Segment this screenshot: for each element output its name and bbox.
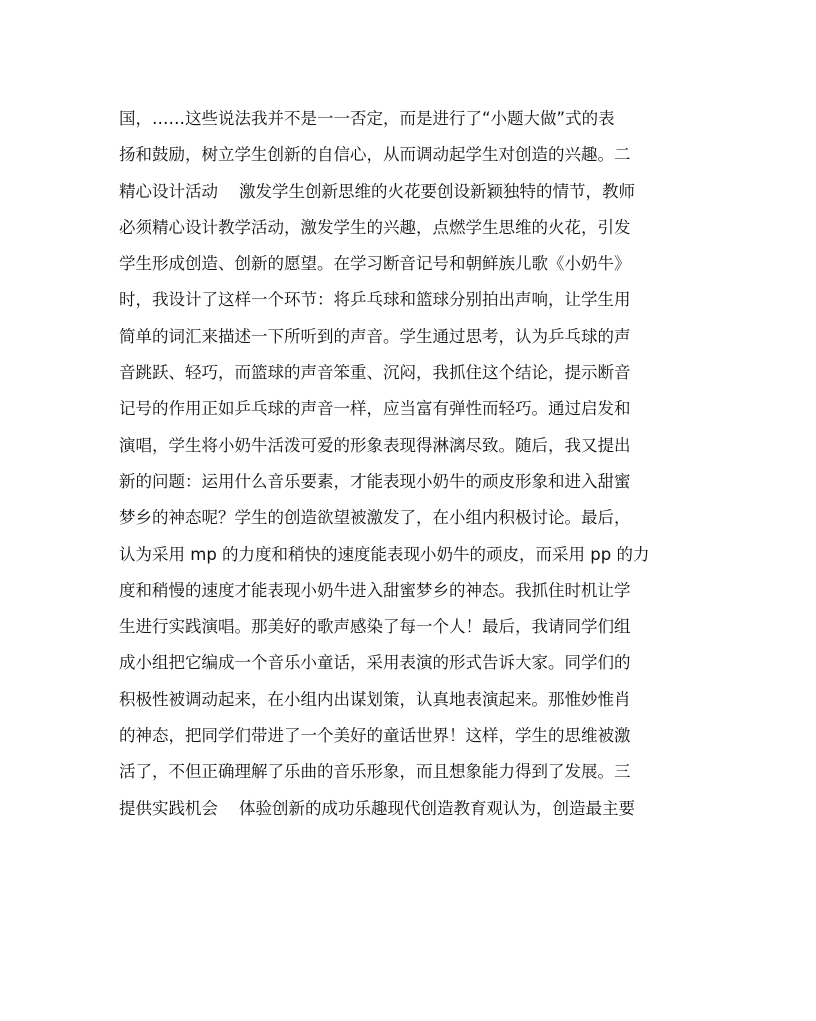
text-line: 活了，不但正确理解了乐曲的音乐形象，而且想象能力得到了发展。三 (119, 762, 631, 782)
text-line: 生进行实践演唱。那美好的歌声感染了每一个人！最后，我请同学们组 (119, 617, 631, 637)
text-line: 时，我设计了这样一个环节：将乒乓球和篮球分别拍出声响，让学生用 (119, 290, 631, 310)
text-line: 国，……这些说法我并不是一一否定，而是进行了“小题大做”式的表 (119, 109, 615, 128)
text-line: 记号的作用正如乒乓球的声音一样，应当富有弹性而轻巧。通过启发和 (119, 399, 631, 419)
text-line: 成小组把它编成一个音乐小童话，采用表演的形式告诉大家。同学们的 (119, 653, 631, 673)
text-line: 音跳跃、轻巧，而篮球的声音笨重、沉闷，我抓住这个结论，提示断音 (119, 363, 631, 383)
text-line: 认为采用 mp 的力度和稍快的速度能表现小奶牛的顽皮，而采用 pp 的力 (119, 544, 650, 564)
text-line: 简单的词汇来描述一下所听到的声音。学生通过思考，认为乒乓球的声 (119, 326, 631, 346)
text-line: 演唱，学生将小奶牛活泼可爱的形象表现得淋漓尽致。随后，我又提出 (119, 435, 631, 455)
text-line: 梦乡的神态呢？学生的创造欲望被激发了，在小组内积极讨论。最后， (119, 508, 631, 528)
text-line: 扬和鼓励，树立学生创新的自信心，从而调动起学生对创造的兴趣。二 (119, 145, 631, 165)
text-line: 精心设计活动 激发学生创新思维的火花要创设新颖独特的情节，教师 (119, 181, 635, 201)
text-line: 新的问题：运用什么音乐要素，才能表现小奶牛的顽皮形象和进入甜蜜 (119, 471, 631, 491)
body-text (119, 101, 699, 827)
text-line: 度和稍慢的速度才能表现小奶牛进入甜蜜梦乡的神态。我抓住时机让学 (119, 580, 631, 600)
text-line: 必须精心设计教学活动，激发学生的兴趣，点燃学生思维的火花，引发 (119, 217, 631, 237)
text-line: 的神态，把同学们带进了一个美好的童话世界！这样，学生的思维被激 (119, 726, 631, 746)
text-line: 积极性被调动起来，在小组内出谋划策，认真地表演起来。那惟妙惟肖 (119, 689, 631, 709)
text-line: 提供实践机会 体验创新的成功乐趣现代创造教育观认为，创造最主要 (119, 798, 635, 818)
text-line: 学生形成创造、创新的愿望。在学习断音记号和朝鲜族儿歌《小奶牛》 (119, 254, 631, 274)
